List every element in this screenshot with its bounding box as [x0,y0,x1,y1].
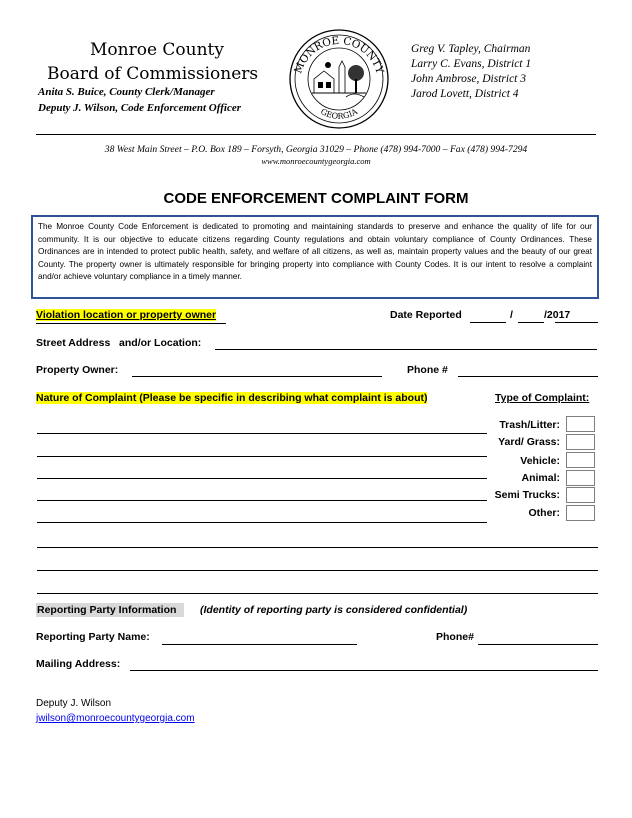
owner-phone-label: Phone # [407,364,448,376]
type-animal-label: Animal: [521,472,560,484]
type-animal-checkbox[interactable] [566,470,595,486]
commissioners-list [411,42,531,102]
nature-heading [36,392,427,404]
org-name-line1: Monroe County [90,40,224,60]
reporting-phone-label: Phone# [436,631,474,643]
intro-text: The Monroe County Code Enforcement is dedicated to promoting and maintaining standards to preserve and enhance the quality of life for our community. It is our objective to educate citizens regarding County regulations and obtain voluntary compliance of County Ordinances. These Ordinances are in intended to protect public health, safety, and welfare of all citizens, as well as, maintain property values and the beauty of our great County. The property owner is ultimately responsible for bringing property into compliance with County Codes. It is our intent to resolve a complaint and/or achieve voluntary compliance in a timely manner. [38,222,592,282]
nature-line-4[interactable] [37,500,487,501]
mailing-address-field[interactable] [130,670,598,671]
type-yard-label: Yard/ Grass: [498,436,560,448]
type-other-label: Other: [528,507,560,519]
type-vehicle-label: Vehicle: [520,455,560,467]
type-other-checkbox[interactable] [566,505,595,521]
date-sep-2: /2017 [544,309,571,321]
type-yard-checkbox[interactable] [566,434,595,450]
property-owner-label: Property Owner: [36,364,119,376]
type-vehicle-checkbox[interactable] [566,452,595,468]
seal-top-text: MONROE COUNTY [292,34,386,76]
clerk-line: Anita S. Buice, County Clerk/Manager [38,86,215,98]
violation-heading-text: Violation location or property owner [36,309,217,321]
nature-heading-text: Nature of Complaint (Please be specific in describing what complaint is about) [36,392,428,404]
reporting-heading [36,604,184,616]
date-month-field[interactable] [470,322,506,323]
nature-line-2[interactable] [37,456,487,457]
website-line: www.monroecountygeorgia.com [261,156,371,166]
type-trash-checkbox[interactable] [566,416,595,432]
address-line: 38 West Main Street – P.O. Box 189 – Forsyth, Georgia 31029 – Phone (478) 994-7000 – Fax (478) 994-7294 [104,144,528,155]
deputy-line: Deputy J. Wilson, Code Enforcement Officer [38,102,241,114]
commissioner-district-3: John Ambrose, District 3 [411,73,526,85]
seal-bottom-text: GEORGIA [319,107,360,121]
letterhead-divider [36,134,596,135]
type-semi-label: Semi Trucks: [494,489,560,501]
date-sep-1: / [510,309,513,321]
street-address-label: Street Address and/or Location: [36,337,202,349]
type-trash-label: Trash/Litter: [499,419,560,431]
reporting-name-field[interactable] [162,644,357,645]
type-semi-checkbox[interactable] [566,487,595,503]
contact-email-link[interactable]: jwilson@monroecountygeorgia.com [36,713,195,724]
reporting-phone-field[interactable] [478,644,598,645]
confidential-note: (Identity of reporting party is considered confidential) [200,604,468,616]
date-day-field[interactable] [518,322,544,323]
property-owner-field[interactable] [132,376,382,377]
county-seal [284,27,394,131]
nature-line-3[interactable] [37,478,487,479]
contact-name: Deputy J. Wilson [36,698,112,709]
intro-box [31,215,599,299]
nature-line-1[interactable] [37,433,487,434]
nature-line-8[interactable] [37,593,598,594]
nature-line-7[interactable] [37,570,598,571]
reporting-name-label: Reporting Party Name: [36,631,150,643]
county-seal-graphic [284,27,394,131]
reporting-heading-text: Reporting Party Information [36,603,184,617]
org-name-line2: Board of Commissioners [47,64,259,84]
owner-phone-field[interactable] [458,376,598,377]
date-year-underline [555,322,598,323]
type-heading: Type of Complaint: [495,392,590,404]
commissioner-chairman: Greg V. Tapley, Chairman [411,43,531,55]
nature-line-6[interactable] [37,547,598,548]
violation-heading [36,309,216,321]
mailing-address-label: Mailing Address: [36,658,121,670]
nature-line-5[interactable] [37,522,487,523]
street-address-field[interactable] [215,349,597,350]
form-title: CODE ENFORCEMENT COMPLAINT FORM [163,190,469,207]
violation-underline [36,323,226,324]
commissioner-district-4: Jarod Lovett, District 4 [411,88,519,100]
date-reported-label: Date Reported [390,309,462,321]
commissioner-district-1: Larry C. Evans, District 1 [411,58,532,70]
